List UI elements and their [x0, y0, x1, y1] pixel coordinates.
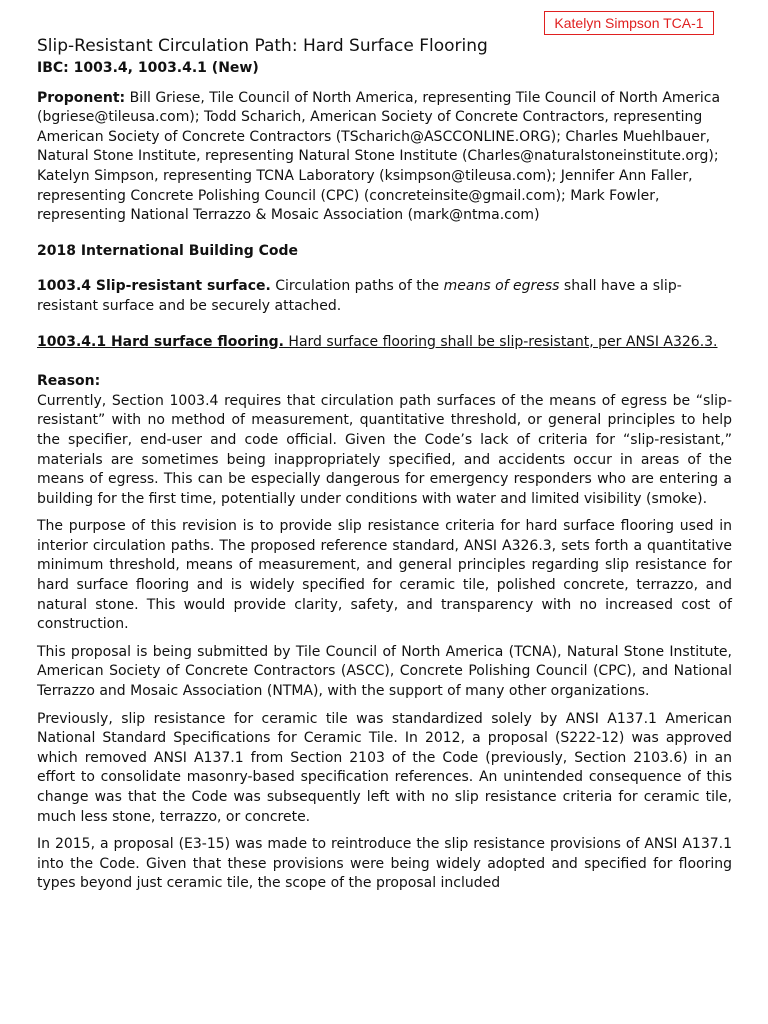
proponent-text: Bill Griese, Tile Council of North America, representing Tile Council of North America (bgriese@tileusa.com); Todd Scharich, American Society of Concrete Contractors, representing American Society of Concrete Contractors (TScharich@ASCCONLINE.ORG); Charles Muehlbauer, Natural Stone Institute, representing Natural Stone Institute (Charles@naturalstoneinstitute.org); Katelyn Simpson, representing TCNA Laboratory (ksimpson@tileusa.com); Jennifer Ann Faller, representing Concrete Polishing Council (CPC) (concreteinsite@gmail.com); Mark Fowler, representing National Terrazzo & Mosaic Association (mark@ntma.com) — [37, 89, 721, 224]
section-1003-4-label: 1003.4 Slip-resistant surface. — [37, 278, 271, 295]
means-of-egress-term: means of egress — [443, 278, 560, 295]
section-1003-4-1-label: 1003.4.1 Hard surface flooring. — [37, 333, 284, 350]
section-1003-4-1: 1003.4.1 Hard surface flooring. Hard surface flooring shall be slip-resistant, per ANSI A326.3. — [37, 333, 718, 350]
reason-heading: Reason: — [37, 373, 101, 390]
document-title: Slip-Resistant Circulation Path: Hard Surface Flooring — [37, 36, 488, 56]
reason-paragraph: Previously, slip resistance for ceramic tile was standardized solely by ANSI A137.1 American National Standard Specifications for Ceramic Tile. In 2012, a proposal (S222-12) was approved which removed ANSI A137.1 from Section 2103 of the Code (previously, Section 2103.6) in an effort to consolidate masonry-based specification references. An unintended consequence of this change was that the Code was subsequently left with no slip resistance criteria for ceramic tile, much less stone, terrazzo, or concrete. — [37, 710, 732, 825]
reason-paragraph: The purpose of this revision is to provide slip resistance criteria for hard surface flooring used in interior circulation paths. The proposed reference standard, ANSI A326.3, sets forth a quantitative minimum threshold, means of measurement, and general principles regarding slip resistance for hard surface flooring and is widely specified for ceramic tile, polished concrete, terrazzo, and natural stone. This would provide clarity, safety, and transparency with no increased cost of construction. — [37, 518, 732, 633]
section-1003-4: 1003.4 Slip-resistant surface. Circulation paths of the means of egress shall have a slip-resistant surface and be securely attached. — [37, 278, 682, 314]
document-page — [37, 35, 732, 894]
proponent-label: Proponent: — [37, 89, 126, 106]
author-tag: Katelyn Simpson TCA-1 — [544, 11, 714, 35]
proponent-paragraph — [37, 89, 732, 226]
reason-paragraph: In 2015, a proposal (E3-15) was made to reintroduce the slip resistance provisions of ANSI A137.1 into the Code. Given that these provisions were being widely adopted and specified for flooring types beyond just ceramic tile, the scope of the proposal included — [37, 836, 732, 892]
ibc-sections: IBC: 1003.4, 1003.4.1 (New) — [37, 60, 259, 76]
reason-paragraph: Currently, Section 1003.4 requires that circulation path surfaces of the means of egress be “slip-resistant” with no method of measurement, quantitative threshold, or general principles to help the specifier, end-user and code official. Given the Code’s lack of criteria for “slip-resistant,” materials are sometimes being inappropriately specified, and accidents occur in areas of the means of egress. This can be especially dangerous for emergency responders who are entering a building for the first time, potentially under conditions with water and limited visibility (smoke). — [37, 392, 732, 507]
reason-paragraph: This proposal is being submitted by Tile Council of North America (TCNA), Natural Stone Institute, American Society of Concrete Contractors (ASCC), Concrete Polishing Council (CPC), and National Terrazzo and Mosaic Association (NTMA), with the support of many other organizations. — [37, 643, 732, 700]
code-heading: 2018 International Building Code — [37, 242, 299, 259]
